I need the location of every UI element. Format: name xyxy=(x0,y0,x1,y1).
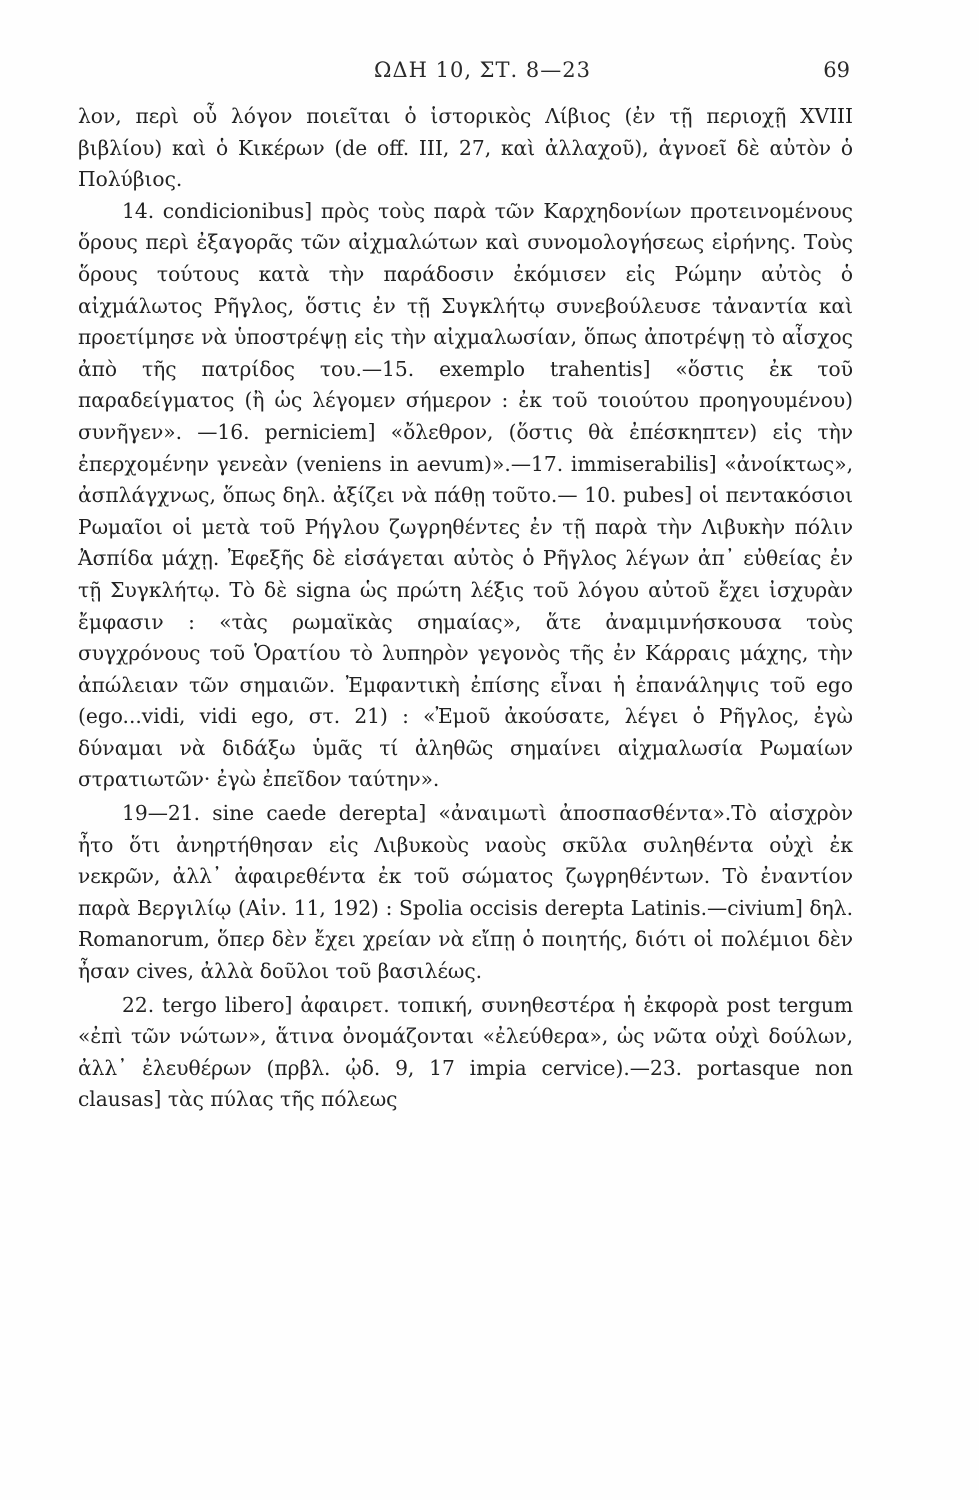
commentary-paragraph: 14. condicionibus] πρὸς τοὺς παρὰ τῶν Καρχηδονίων προτεινομένους ὅρους περὶ ἐξαγορᾶς τῶν αἰχμαλώτων καὶ συνομολογήσεως εἰρήνης. Τοὺς ὅρους τούτους κατὰ τὴν παράδοσιν ἐκόμισεν εἰς Ρώμην αὐτὸς ὁ αἰχμάλωτος Ρῆγλος, ὅστις ἐν τῇ Συγκλήτῳ συνεβούλευσε τἀναντία καὶ προετίμησε νὰ ὑποστρέψῃ εἰς τὴν αἰχμαλωσίαν, ὅπως ἀποτρέψῃ τὸ αἶσχος ἀπὸ τῆς πατρίδος του.—15. exemplo trahentis] «ὅστις ἐκ τοῦ παραδείγματος (ἢ ὡς λέγομεν σήμερον : ἐκ τοῦ τοιούτου προηγουμένου) συνῆγεν». —16. perniciem] «ὄλεθρον, (ὅστις θὰ ἐπέσκηπτεν) εἰς τὴν ἐπερχομένην γενεὰν (veniens in aevum)».—17. immiserabilis] «ἀνοίκτως», ἀσπλάγχνως, ὅπως δηλ. ἀξίζει νὰ πάθῃ τοῦτο.— 10. pubes] οἱ πεντακόσιοι Ρωμαῖοι οἱ μετὰ τοῦ Ρήγλου ζωγρηθέντες ἐν τῇ παρὰ τὴν Λιβυκὴν πόλιν Ἀσπίδα μάχῃ. Ἐφεξῆς δὲ εἰσάγεται αὐτὸς ὁ Ρῆγλος λέγων ἀπ᾿ εὐθείας ἐν τῇ Συγκλήτῳ. Τὸ δὲ signa ὡς πρώτη λέξις τοῦ λόγου αὐτοῦ ἔχει ἰσχυρὰν ἔμφασιν : «τὰς ρωμαϊκὰς σημαίας», ἅτε ἀναμιμνήσκουσα τοὺς συγχρόνους τοῦ Ὁρατίου τὸ λυπηρὸν γεγονὸς τῆς ἐν Κάρραις μάχης, τὴν ἀπώλειαν τῶν σημαιῶν. Ἐμφαντικὴ ἐπίσης εἶναι ἡ ἐπανάληψις τοῦ ego (ego...vidi, vidi ego, στ. 21) : «Ἐμοῦ ἀκούσατε, λέγει ὁ Ρῆγλος, ἐγὼ δύναμαι νὰ διδάξω ὑμᾶς τί ἀληθῶς σημαίνει αἰχμαλωσία Ρωμαίων στρατιωτῶν· ἐγὼ ἐπεῖδον ταύτην». xyxy=(78,198,853,792)
running-head-title: ΩΔΗ 10, ΣΤ. 8—23 xyxy=(374,58,591,82)
running-head xyxy=(115,58,850,92)
commentary-body xyxy=(78,101,853,1116)
page-number: 69 xyxy=(823,58,850,82)
commentary-paragraph: λον, περὶ οὗ λόγον ποιεῖται ὁ ἱστορικὸς Λίβιος (ἐν τῇ περιοχῇ XVIII βιβλίου) καὶ ὁ Κικέρων (de off. III, 27, καὶ ἀλλαχοῦ), ἀγνοεῖ δὲ αὐτὸν ὁ Πολύβιος. xyxy=(78,104,853,192)
commentary-paragraph: 19—21. sine caede derepta] «ἀναιμωτὶ ἀποσπασθέντα».Τὸ αἰσχρὸν ἦτο ὅτι ἀνηρτήθησαν εἰς Λιβυκοὺς ναοὺς σκῦλα συληθέντα οὐχὶ ἐκ νεκρῶν, ἀλλ᾿ ἀφαιρεθέντα ἐκ τοῦ σώματος ζωγρηθέντων. Τὸ ἐναντίον παρὰ Βεργιλίῳ (Αἰν. 11, 192) : Spolia occisis derepta Latinis.—civium] δηλ. Romanorum, ὅπερ δὲν ἔχει χρείαν νὰ εἴπῃ ὁ ποιητής, διότι οἱ πολέμιοι δὲν ἦσαν cives, ἀλλὰ δοῦλοι τοῦ βασιλέως. xyxy=(78,801,853,984)
commentary-paragraph: 22. tergo libero] ἀφαιρετ. τοπική, συνηθεστέρα ἡ ἐκφορὰ post tergum «ἐπὶ τῶν νώτων», ἅτινα ὀνομάζονται «ἐλεύθερα», ὡς νῶτα οὐχὶ δούλων, ἀλλ᾿ ἐλευθέρων (πρβλ. ᾠδ. 9, 17 impia cervice).—23. portasque non clausas] τὰς πύλας τῆς πόλεως xyxy=(78,992,853,1112)
